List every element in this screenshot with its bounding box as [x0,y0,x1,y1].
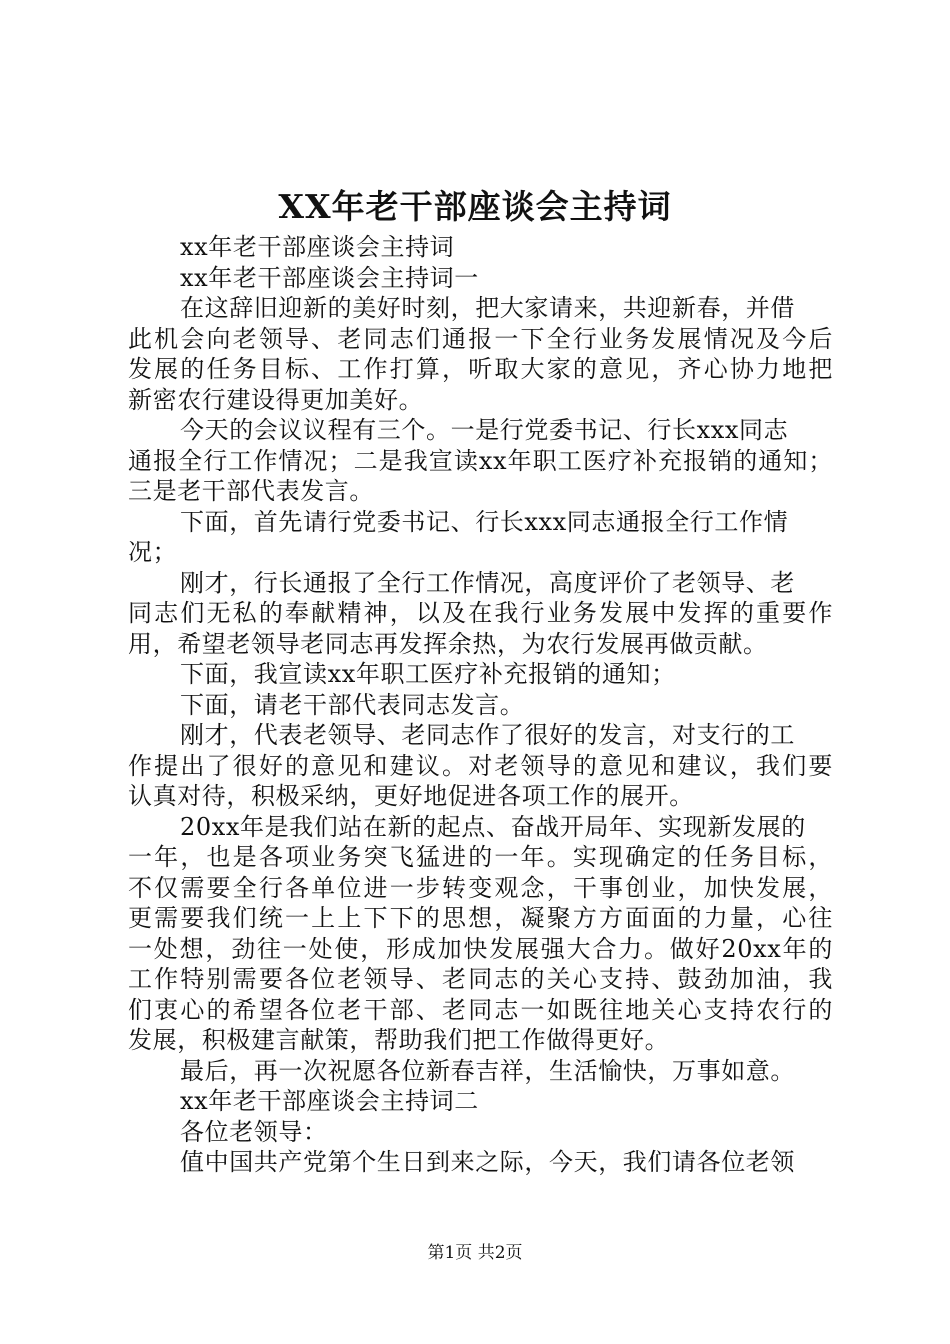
text-line: 下面，我宣读xx年职工医疗补充报销的通知； [180,660,676,688]
text-line: 作提出了很好的意见和建议。对老领导的意见和建议，我们要 [128,751,833,780]
text-line: 不仅需要全行各单位进一步转变观念，干事创业，加快发展， [128,873,833,902]
page-footer: 第1页 共2页 [427,1243,523,1263]
text-line: 发展的任务目标、工作打算，听取大家的意见，齐心协力地把 [128,355,833,383]
text-line: 一处想，劲往一处使，形成加快发展强大合力。做好20xx年的 [128,934,833,963]
text-line: 更需要我们统一上上下下的思想，凝聚方方面面的力量，心往 [128,904,833,932]
text-line: 同志们无私的奉献精神，以及在我行业务发展中发挥的重要作 [128,599,833,627]
document-title: XX年老干部座谈会主持词 [278,187,672,226]
text-line: 通报全行工作情况；二是我宣读xx年职工医疗补充报销的通知； [128,446,833,475]
text-line: 刚才，代表老领导、老同志作了很好的发言，对支行的工 [180,721,795,749]
text-line: 在这辞旧迎新的美好时刻，把大家请来，共迎新春，并借 [180,294,795,322]
text-line: 认真对待，积极采纳，更好地促进各项工作的展开。 [128,782,694,810]
text-line: 三是老干部代表发言。 [128,477,374,505]
text-line: 下面，首先请行党委书记、行长xxx同志通报全行工作情 [180,507,789,536]
text-line: xx年老干部座谈会主持词 [180,233,455,261]
text-line: 一年，也是各项业务突飞猛进的一年。实现确定的任务目标， [128,843,833,871]
text-line: xx年老干部座谈会主持词一 [180,263,479,292]
text-line: 刚才，行长通报了全行工作情况，高度评价了老领导、老 [180,568,795,597]
text-line: 20xx年是我们站在新的起点、奋战开局年、实现新发展的 [180,812,806,841]
text-line: 此机会向老领导、老同志们通报一下全行业务发展情况及今后 [128,324,833,353]
text-line: 值中国共产党第个生日到来之际，今天，我们请各位老领 [180,1148,795,1176]
text-line: 发展，积极建言献策，帮助我们把工作做得更好。 [128,1026,670,1054]
text-line: 况； [128,538,178,566]
text-line: 新密农行建设得更加美好。 [128,385,424,414]
text-line: 工作特别需要各位老领导、老同志的关心支持、鼓劲加油，我 [128,965,833,993]
text-line: 下面，请老干部代表同志发言。 [180,690,525,719]
document-body [128,232,833,1178]
text-line: 今天的会议议程有三个。一是行党委书记、行长xxx同志 [180,416,789,444]
text-line: 最后，再一次祝愿各位新春吉祥，生活愉快，万事如意。 [180,1056,795,1085]
text-line: 们衷心的希望各位老干部、老同志一如既往地关心支持农行的 [128,995,833,1024]
text-line: 用，希望老领导老同志再发挥余热，为农行发展再做贡献。 [128,629,768,658]
text-line: xx年老干部座谈会主持词二 [180,1087,479,1115]
text-line: 各位老领导： [180,1117,328,1146]
